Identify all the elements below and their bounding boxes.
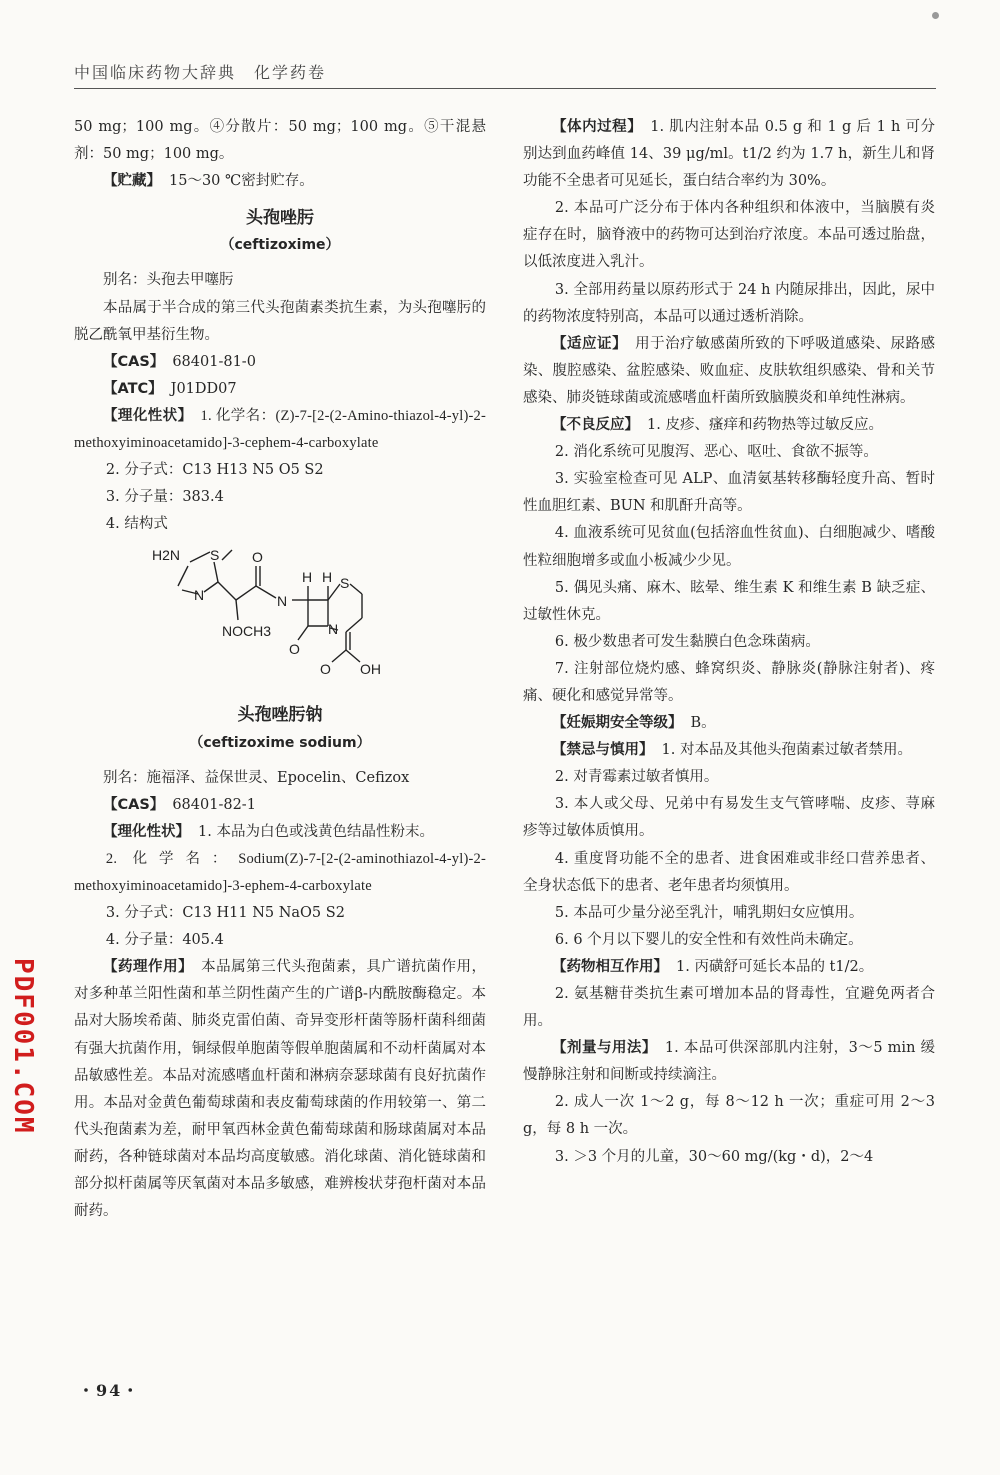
pharmacokinetics-section: 【体内过程】 1. 肌内注射本品 0.5 g 和 1 g 后 1 h 可分别达到血药峰值 14、39 μg/ml。t1/2 约为 1.7 h，新生儿和肾功能不全患者可见延长，蛋白结合率约为 30%。 bbox=[523, 119, 935, 190]
page-number: ・94・ bbox=[78, 1381, 141, 1400]
cas-section-sodium: 【CAS】 68401-82-1 bbox=[103, 796, 256, 813]
struct-nh: N bbox=[277, 593, 288, 610]
molecular-formula: 2. 分子式：C13 H13 N5 O5 S2 bbox=[105, 462, 324, 479]
interaction-item-2: 2. 氨基糖苷类抗生素可增加本品的肾毒性，宜避免两者合用。 bbox=[523, 986, 935, 1030]
dosage-item-2: 2. 成人一次 1～2 g，每 8～12 h 一次；重症可用 2～3 g，每 8 h 一次。 bbox=[523, 1094, 935, 1138]
drug-alias: 别名：头孢去甲噻肟 bbox=[103, 272, 234, 289]
adverse-item-4: 4. 血液系统可见贫血(包括溶血性贫血)、白细胞减少、嗜酸性粒细胞增多或血小板减少少见。 bbox=[523, 525, 935, 569]
chemical-name-sodium: 2. 化学名：Sodium(Z)-7-[2-(2-aminothiazol-4-yl)-2-methoxyiminoacetamido]-3-ephem-4-carboxylate bbox=[74, 850, 486, 894]
corner-mark bbox=[932, 12, 939, 19]
cas-section: 【CAS】 68401-81-0 bbox=[103, 353, 256, 370]
watermark-text: PDF001.COM bbox=[8, 958, 38, 1135]
struct-oxygen-3: O bbox=[320, 661, 331, 678]
contraindication-item-6: 6. 6 个月以下婴儿的安全性和有效性尚未确定。 bbox=[554, 931, 863, 948]
molecular-weight-sodium: 4. 分子量：405.4 bbox=[105, 932, 224, 949]
struct-nitrogen-2: N bbox=[328, 621, 339, 638]
physchem-section: 【理化性状】 1. 化学名：(Z)-7-[2-(2-Amino-thiazol-4-yl)-2-methoxyiminoacetamido]-3-cephem-4-carboxylate bbox=[74, 407, 487, 452]
interactions-section: 【药物相互作用】 1. 丙磺舒可延长本品的 t1/2。 bbox=[552, 958, 874, 975]
adverse-item-6: 6. 极少数患者可发生黏膜白色念珠菌病。 bbox=[554, 633, 820, 650]
contraindications-section: 【禁忌与慎用】 1. 对本品及其他头孢菌素过敏者禁用。 bbox=[552, 742, 912, 759]
drug-english-name: （ceftizoxime） bbox=[220, 237, 340, 254]
pharmacokinetics-item-3: 3. 全部用药量以原药形式于 24 h 内随尿排出，因此，尿中的药物浓度特别高，本品可以通过透析消除。 bbox=[523, 281, 935, 325]
running-header: 中国临床药物大辞典 化学药卷 bbox=[74, 60, 936, 89]
structural-formula bbox=[74, 542, 486, 692]
left-column bbox=[74, 114, 486, 1225]
contraindication-item-5: 5. 本品可少量分泌至乳汁，哺乳期妇女应慎用。 bbox=[554, 904, 864, 921]
storage-section: 【贮藏】 15～30 ℃密封贮存。 bbox=[103, 173, 314, 190]
drug-title-ceftizoxime-sodium: 头孢唑肟钠 bbox=[237, 705, 323, 726]
atc-section: 【ATC】 J01DD07 bbox=[103, 380, 237, 397]
indications-section: 【适应证】 用于治疗敏感菌所致的下呼吸道感染、尿路感染、腹腔感染、盆腔感染、败血症、皮肤软组织感染、骨和关节感染、肺炎链球菌或流感嗜血杆菌所致脑膜炎和单纯性淋病。 bbox=[523, 335, 936, 406]
contraindication-item-3: 3. 本人或父母、兄弟中有易发生支气管哮喘、皮疹、荨麻疹等过敏体质慎用。 bbox=[523, 796, 935, 840]
pharmacology-section: 【药理作用】 本品属第三代头孢菌素，具广谱抗菌作用，对多种革兰阳性菌和革兰阴性菌产生的广谱β-内酰胺酶稳定。本品对大肠埃希菌、肺炎克雷伯菌、奇异变形杆菌等肠杆菌科细菌有强大抗菌作用，铜绿假单胞菌等假单胞菌属和不动杆菌属对本品敏感性差。本品对流感嗜血杆菌和淋病奈瑟球菌有良好抗菌作用。本品对金黄色葡萄球菌和表皮葡萄球菌的作用较第一、第二代头孢菌素为差，耐甲氧西林金黄色葡萄球菌和肠球菌属对本品耐药，各种链球菌对本品均高度敏感。消化球菌、消化链球菌和部分拟杆菌属等厌氧菌对本品多敏感，难辨梭状芽孢杆菌对本品耐药。 bbox=[74, 959, 486, 1220]
contraindication-item-2: 2. 对青霉素过敏者慎用。 bbox=[554, 769, 719, 786]
adverse-item-2: 2. 消化系统可见腹泻、恶心、呕吐、食欲不振等。 bbox=[554, 444, 878, 461]
right-column bbox=[523, 114, 935, 1171]
struct-noch3: NOCH3 bbox=[222, 623, 272, 640]
drug-alias-sodium: 别名：施福泽、益保世灵、Epocelin、Cefizox bbox=[103, 769, 410, 786]
molecular-formula-sodium: 3. 分子式：C13 H11 N5 NaO5 S2 bbox=[105, 905, 345, 922]
physchem-section-sodium: 【理化性状】 1. 本品为白色或浅黄色结晶性粉末。 bbox=[103, 823, 434, 840]
pregnancy-category-section: 【妊娠期安全等级】 B。 bbox=[552, 715, 716, 732]
adverse-item-3: 3. 实验室检查可见 ALP、血清氨基转移酶轻度升高、暂时性血胆红素、BUN 和肌酐升高等。 bbox=[523, 471, 935, 515]
drug-title-ceftizoxime: 头孢唑肟 bbox=[246, 208, 314, 229]
struct-hydroxyl: OH bbox=[360, 661, 381, 678]
dosage-section: 【剂量与用法】 1. 本品可供深部肌内注射，3～5 min 缓慢静脉注射和间断或持续滴注。 bbox=[523, 1040, 936, 1084]
dosage-item-3: 3. ＞3 个月的儿童，30～60 mg/(kg・d)，2～4 bbox=[554, 1148, 874, 1165]
structure-label: 4. 结构式 bbox=[105, 516, 168, 533]
pharmacokinetics-item-2: 2. 本品可广泛分布于体内各种组织和体液中，当脑膜有炎症存在时，脑脊液中的药物可达到治疗浓度。本品可透过胎盘，以低浓度进入乳汁。 bbox=[523, 200, 935, 271]
adverse-item-7: 7. 注射部位烧灼感、蜂窝织炎、静脉炎(静脉注射者)、疼痛、硬化和感觉异常等。 bbox=[523, 660, 935, 704]
struct-h-b: H bbox=[322, 569, 333, 586]
molecular-weight: 3. 分子量：383.4 bbox=[105, 489, 224, 506]
drug-english-name-sodium: （ceftizoxime sodium） bbox=[189, 734, 371, 751]
struct-amino: H2N bbox=[152, 547, 181, 564]
struct-sulfur-1: S bbox=[210, 547, 220, 564]
struct-nitrogen-1: N bbox=[194, 587, 205, 604]
adverse-item-5: 5. 偶见头痛、麻木、眩晕、维生素 K 和维生素 B 缺乏症、过敏性休克。 bbox=[523, 579, 935, 623]
dosage-forms-continued: 50 mg；100 mg。④分散片：50 mg；100 mg。⑤干混悬剂：50 mg；100 mg。 bbox=[74, 119, 486, 163]
structure-diagram bbox=[152, 542, 422, 692]
struct-oxygen-2: O bbox=[289, 641, 300, 658]
adverse-reactions-section: 【不良反应】 1. 皮疹、瘙痒和药物热等过敏反应。 bbox=[552, 417, 883, 434]
struct-oxygen-1: O bbox=[252, 549, 263, 566]
contraindication-item-4: 4. 重度肾功能不全的患者、进食困难或非经口营养患者、全身状态低下的患者、老年患者均须慎用。 bbox=[523, 850, 935, 894]
struct-sulfur-2: S bbox=[340, 575, 350, 592]
struct-h-a: H bbox=[302, 569, 313, 586]
drug-description: 本品属于半合成的第三代头孢菌素类抗生素，为头孢噻肟的脱乙酰氧甲基衍生物。 bbox=[74, 299, 486, 343]
